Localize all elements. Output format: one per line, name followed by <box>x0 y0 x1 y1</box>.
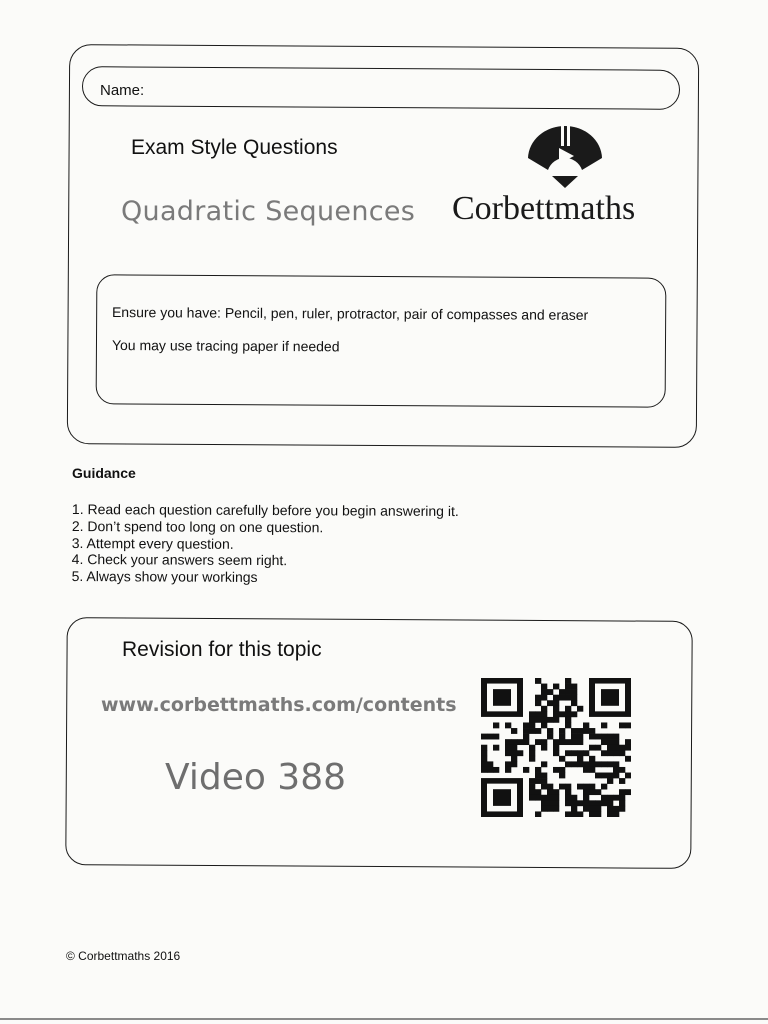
guidance-item: 2. Don’t spend too long on one question. <box>71 517 324 536</box>
equipment-note: Ensure you have: Pencil, pen, ruler, protractor, pair of compasses and eraser <box>111 304 589 323</box>
tracing-paper-note: You may use tracing paper if needed <box>111 337 340 355</box>
guidance-item: 3. Attempt every question. <box>71 534 234 552</box>
revision-heading: Revision for this topic <box>122 638 322 661</box>
brand-name: Corbettmaths <box>452 190 636 227</box>
guidance-item: 4. Check your answers seem right. <box>71 551 288 569</box>
guidance-heading: Guidance <box>72 465 136 481</box>
page-edge-rule <box>0 1018 768 1020</box>
guidance-item: 1. Read each question carefully before you begin answering it. <box>71 501 459 520</box>
name-label: Name: <box>100 82 145 99</box>
guidance-list <box>72 501 459 587</box>
corbettmaths-logo-icon <box>524 122 606 190</box>
guidance-item: 5. Always show your workings <box>71 568 258 586</box>
name-field-box[interactable] <box>82 66 680 110</box>
copyright-notice: © Corbettmaths 2016 <box>66 949 181 963</box>
video-number: Video 388 <box>165 757 347 798</box>
topic-title: Quadratic Sequences <box>121 196 416 227</box>
exam-title: Exam Style Questions <box>131 136 338 159</box>
revision-url-link[interactable]: www.corbettmaths.com/contents <box>101 694 457 716</box>
qr-code-icon[interactable] <box>481 678 631 817</box>
